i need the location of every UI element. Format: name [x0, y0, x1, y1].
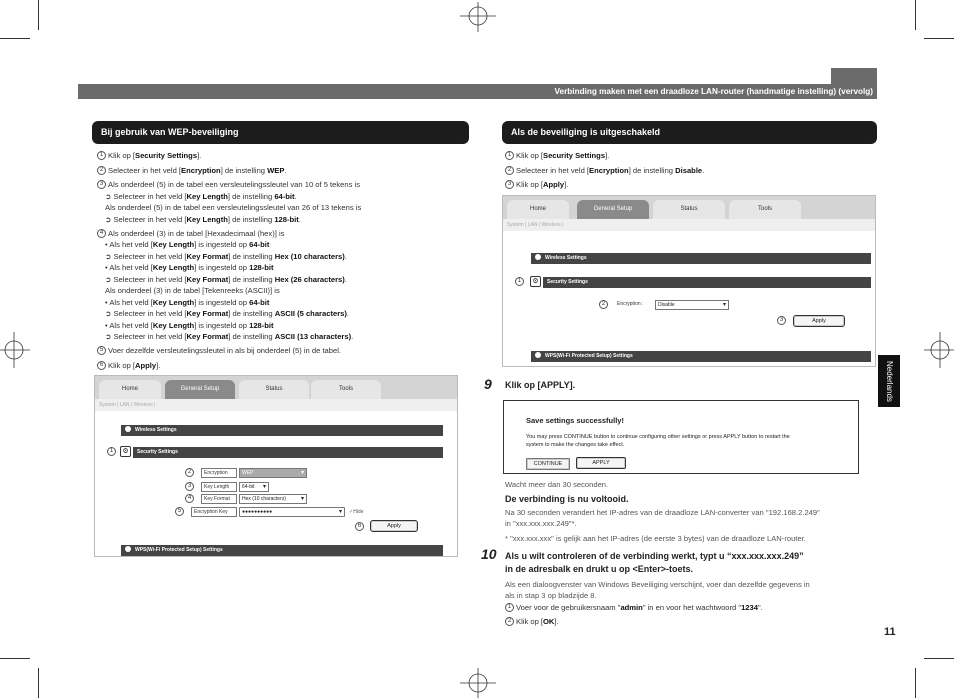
text-run: Voer dezelfde versleutelingssleutel in als bij onderdeel (5) in de tabel. — [108, 346, 342, 355]
text-run: . — [344, 275, 347, 284]
text-run: Selecteer in het veld [ — [113, 252, 187, 261]
encryption-key-label: Encryption Key — [191, 507, 237, 517]
arrow-icon: ➲ — [105, 192, 114, 201]
section-title-wep: Bij gebruik van WEP-beveiliging — [92, 121, 469, 144]
text-run: ] is ingesteld op — [194, 298, 250, 307]
instruction-line — [105, 263, 274, 273]
bold-term: Key Format — [186, 275, 229, 284]
marker-5: 5 — [175, 507, 184, 516]
wireless-settings-label: Wireless Settings — [545, 255, 587, 261]
instruction-line — [97, 180, 360, 190]
bold-term: Key Length — [152, 298, 195, 307]
instruction-line — [105, 321, 274, 331]
arrow-icon: ➲ — [105, 332, 114, 341]
crop-mark — [915, 0, 916, 30]
crop-mark — [915, 668, 916, 698]
language-tab: Nederlands — [878, 355, 900, 407]
crop-mark — [0, 658, 30, 659]
instruction-line — [97, 361, 160, 371]
instruction-line — [105, 192, 297, 202]
registration-mark — [458, 2, 498, 32]
instruction-line — [105, 298, 269, 308]
instruction-line — [505, 151, 609, 161]
hide-label: Hide — [353, 509, 364, 515]
instruction-line — [97, 166, 287, 176]
bold-term: 128-bit — [249, 321, 274, 330]
text-run: Selecteer in het veld [ — [516, 166, 590, 175]
encryption-label: Encryption — [201, 468, 237, 478]
bold-term: Key Format — [186, 309, 229, 318]
apply-button[interactable]: Apply — [793, 315, 845, 327]
bullet-icon — [535, 352, 541, 358]
text-run: ] de instelling — [227, 215, 275, 224]
bold-term: OK — [543, 617, 555, 626]
dialog-apply-button[interactable]: APPLY — [576, 457, 626, 469]
text-run: Als onderdeel (5) in de tabel een versleutelingssleutel van 26 of 13 tekens is — [105, 203, 362, 212]
marker-3: 3 — [185, 482, 194, 491]
bold-term: Key Length — [152, 263, 195, 272]
arrow-icon: ➲ — [105, 309, 114, 318]
wps-settings-label: WPS(Wi-Fi Protected Setup) Settings — [135, 547, 223, 553]
text-run: ] de instelling — [228, 332, 275, 341]
bold-term: Key Length — [152, 240, 195, 249]
text-run: . — [294, 192, 297, 201]
text-run: ]. — [197, 151, 202, 160]
instruction-line — [105, 252, 347, 262]
crop-mark — [38, 0, 39, 30]
text-run: ]. — [554, 617, 559, 626]
crop-mark — [924, 38, 954, 39]
gear-icon[interactable]: ⚙ — [530, 276, 541, 287]
gear-icon[interactable]: ⚙ — [120, 446, 131, 457]
text-run: Selecteer in het veld [ — [113, 275, 187, 284]
tab-status[interactable]: Status — [239, 380, 309, 399]
marker-2: 2 — [185, 468, 194, 477]
text-run: Selecteer in het veld [ — [113, 215, 187, 224]
router-screenshot-disable — [502, 195, 876, 367]
bold-term: 64-bit — [274, 192, 295, 201]
bullet-icon: • — [105, 263, 110, 272]
arrow-icon: ➲ — [105, 252, 114, 261]
dialog-body-1: You may press CONTINUE button to continue configuring other settings or press APPLY button to restart the — [526, 434, 790, 440]
text-run: . — [702, 166, 705, 175]
step-marker: 2 — [97, 166, 106, 175]
step-number-10: 10 — [481, 546, 497, 562]
text-run: Selecteer in het veld [ — [108, 166, 182, 175]
key-format-select[interactable]: Hex (10 characters) ▾ — [239, 494, 307, 504]
encryption-select[interactable]: Disable ▾ — [655, 300, 729, 310]
tab-home[interactable]: Home — [507, 200, 569, 219]
bullet-icon — [125, 426, 131, 432]
security-settings-label: Security Settings — [137, 449, 178, 455]
text-run: . — [351, 332, 354, 341]
bold-term: Security Settings — [543, 151, 606, 160]
step-marker: 1 — [505, 603, 514, 612]
header-tab — [831, 68, 877, 85]
registration-mark — [924, 330, 954, 370]
bullet-icon: • — [105, 240, 110, 249]
bold-term: Encryption — [589, 166, 629, 175]
security-settings-bar[interactable] — [543, 277, 871, 288]
text-run: ] de instelling — [227, 192, 275, 201]
bold-term: 1234 — [741, 603, 758, 612]
wait-text: Wacht meer dan 30 seconden. — [505, 480, 609, 489]
save-dialog-screenshot — [503, 400, 859, 474]
wps-settings-bar[interactable] — [531, 351, 871, 362]
bold-term: Security Settings — [135, 151, 198, 160]
security-settings-bar[interactable] — [133, 447, 443, 458]
text-run: ] is ingesteld op — [194, 321, 250, 330]
step-marker: 6 — [97, 361, 106, 370]
text-run: ] de instelling — [228, 275, 275, 284]
ip-footnote: * "xxx.xxx.xxx" is gelijk aan het IP-adres (de eerste 3 bytes) van de draadloze LAN-router. — [505, 534, 806, 543]
done-heading: De verbinding is nu voltooid. — [505, 494, 629, 504]
tab-home[interactable]: Home — [99, 380, 161, 399]
marker-1: 1 — [515, 277, 524, 286]
text-run: . — [284, 166, 287, 175]
bold-term: Key Length — [186, 192, 228, 201]
instruction-line — [105, 309, 349, 319]
crop-mark — [38, 668, 39, 698]
ip-change-text-1: Na 30 seconden verandert het IP-adres van de draadloze LAN-converter van "192.168.2.249" — [505, 508, 820, 517]
text-run: Als onderdeel (3) in de tabel [Hexadecimaal (hex)] is — [108, 229, 285, 238]
step-10-line-1: Als u wilt controleren of de verbinding werkt, typt u “xxx.xxx.xxx.249” — [505, 551, 804, 561]
instruction-line — [505, 603, 763, 613]
text-run: Selecteer in het veld [ — [113, 309, 187, 318]
step-marker: 2 — [505, 166, 514, 175]
page-header: Verbinding maken met een draadloze LAN-router (handmatige instelling) (vervolg) — [78, 84, 877, 99]
bold-term: Disable — [675, 166, 703, 175]
text-run: Als het veld [ — [109, 298, 153, 307]
step-marker: 5 — [97, 346, 106, 355]
bullet-icon: • — [105, 298, 110, 307]
step-10-line-2: in de adresbalk en drukt u op <Enter>-toets. — [505, 564, 694, 574]
security-settings-label: Security Settings — [547, 279, 588, 285]
breadcrumb: System | LAN | Wireless | — [95, 399, 457, 411]
bold-term: ASCII (5 characters) — [274, 309, 347, 318]
continue-button[interactable]: CONTINUE — [526, 458, 570, 470]
marker-1: 1 — [107, 447, 116, 456]
text-run: Selecteer in het veld [ — [113, 332, 187, 341]
text-run: Klik op [ — [516, 617, 544, 626]
bullet-icon — [125, 546, 131, 552]
text-run: Als het veld [ — [109, 321, 153, 330]
bold-term: 128-bit — [249, 263, 274, 272]
dialog-body-2: system to make the changes take effect. — [526, 442, 625, 448]
tab-general-setup[interactable]: General Setup — [165, 380, 235, 399]
instruction-line — [105, 240, 269, 250]
text-run: ". — [757, 603, 763, 612]
key-format-label: Key Format — [201, 494, 237, 504]
bold-term: WEP — [267, 166, 285, 175]
marker-3: 3 — [777, 316, 786, 325]
encryption-key-input[interactable]: ●●●●●●●●●● ▾ — [239, 507, 345, 517]
text-run: Als het veld [ — [109, 240, 153, 249]
instruction-line — [105, 275, 347, 285]
tab-tools[interactable]: Tools — [729, 200, 801, 219]
wireless-settings-bar[interactable] — [121, 425, 443, 436]
section-title-disabled: Als de beveiliging is uitgeschakeld — [502, 121, 877, 144]
ip-change-text-2: in "xxx.xxx.xxx.249"*. — [505, 519, 577, 528]
key-length-select[interactable]: 64-bit ▾ — [239, 482, 269, 492]
text-run: ] de instelling — [228, 252, 275, 261]
bold-term: Key Length — [152, 321, 195, 330]
text-run: . — [346, 309, 350, 318]
encryption-select[interactable]: WEP ▾ — [239, 468, 307, 478]
wps-settings-label: WPS(Wi-Fi Protected Setup) Settings — [545, 353, 633, 359]
text-run: ] is ingesteld op — [194, 240, 250, 249]
bold-term: 64-bit — [249, 298, 270, 307]
instruction-line — [97, 151, 201, 161]
marker-4: 4 — [185, 494, 194, 503]
text-run: ] de instelling — [628, 166, 676, 175]
key-length-label: Key Length — [201, 482, 237, 492]
bold-term: Encryption — [181, 166, 221, 175]
arrow-icon: ➲ — [105, 215, 114, 224]
text-run: Klik op [ — [516, 151, 544, 160]
step-marker: 3 — [97, 180, 106, 189]
arrow-icon: ➲ — [105, 275, 114, 284]
instruction-line — [505, 617, 559, 627]
text-run: Selecteer in het veld [ — [113, 192, 187, 201]
text-run: " in en voor het wachtwoord " — [642, 603, 742, 612]
registration-mark — [0, 330, 30, 370]
instruction-line — [505, 180, 568, 190]
text-run: ] is ingesteld op — [194, 263, 250, 272]
step-marker: 3 — [505, 180, 514, 189]
instruction-line — [97, 229, 284, 239]
wireless-settings-label: Wireless Settings — [135, 427, 177, 433]
tab-status[interactable]: Status — [653, 200, 725, 219]
bold-term: Hex (26 characters) — [274, 275, 345, 284]
bold-term: Key Length — [186, 215, 228, 224]
text-run: Als onderdeel (5) in de tabel een versleutelingssleutel van 10 of 5 tekens is — [108, 180, 361, 189]
text-run: Klik op [ — [108, 361, 136, 370]
security-dialog-text-2: als in stap 3 op bladzijde 8. — [505, 591, 597, 600]
text-run: Klik op [ — [516, 180, 544, 189]
tab-tools[interactable]: Tools — [311, 380, 381, 399]
registration-mark — [458, 668, 498, 698]
bullet-icon: • — [105, 321, 110, 330]
text-run: ]. — [156, 361, 161, 370]
bold-term: Key Format — [186, 252, 229, 261]
instruction-line — [105, 215, 301, 225]
encryption-label: Encryption : — [615, 300, 653, 310]
bold-term: 128-bit — [274, 215, 299, 224]
tab-general-setup[interactable]: General Setup — [577, 200, 649, 219]
text-run: ] de instelling — [220, 166, 268, 175]
text-run: Als onderdeel (3) in de tabel [Tekenreeks (ASCII)] is — [105, 286, 280, 295]
text-run: Klik op [ — [108, 151, 136, 160]
wireless-settings-bar[interactable] — [531, 253, 871, 264]
bold-term: Hex (10 characters) — [274, 252, 345, 261]
bold-term: 64-bit — [249, 240, 270, 249]
marker-2: 2 — [599, 300, 608, 309]
text-run: Als het veld [ — [109, 263, 153, 272]
text-run: Voer voor de gebruikersnaam " — [516, 603, 621, 612]
breadcrumb: System | LAN | Wireless | — [503, 219, 875, 231]
instruction-line — [505, 166, 704, 176]
bold-term: ASCII (13 characters) — [274, 332, 352, 341]
instruction-line — [105, 203, 361, 213]
bold-term: Apply — [135, 361, 157, 370]
text-run: ]. — [564, 180, 569, 189]
instruction-line — [105, 286, 280, 296]
bullet-icon — [535, 254, 541, 260]
text-run: ] de instelling — [228, 309, 275, 318]
router-screenshot-wep — [94, 375, 458, 557]
wps-settings-bar[interactable] — [121, 545, 443, 556]
step-marker: 4 — [97, 229, 106, 238]
crop-mark — [924, 658, 954, 659]
text-run: . — [344, 252, 347, 261]
marker-6: 6 — [355, 522, 364, 531]
page-number: 11 — [884, 626, 896, 638]
step-marker: 1 — [505, 151, 514, 160]
apply-button[interactable]: Apply — [370, 520, 418, 532]
step-number-9: 9 — [484, 376, 492, 392]
text-run: ]. — [605, 151, 610, 160]
crop-mark — [0, 38, 30, 39]
text-run: . — [298, 215, 301, 224]
hide-checkbox[interactable]: ✓Hide — [349, 509, 364, 515]
dialog-title: Save settings successfully! — [526, 416, 624, 425]
bold-term: Apply — [543, 180, 565, 189]
bold-term: admin — [620, 603, 643, 612]
instruction-line — [97, 346, 341, 356]
bold-term: Key Format — [186, 332, 229, 341]
security-dialog-text-1: Als een dialoogvenster van Windows Beveiliging verschijnt, voer dan dezelfde gegevens in — [505, 580, 810, 589]
instruction-line — [105, 332, 353, 342]
step-9-text: Klik op [APPLY]. — [505, 380, 576, 390]
step-marker: 2 — [505, 617, 514, 626]
step-marker: 1 — [97, 151, 106, 160]
